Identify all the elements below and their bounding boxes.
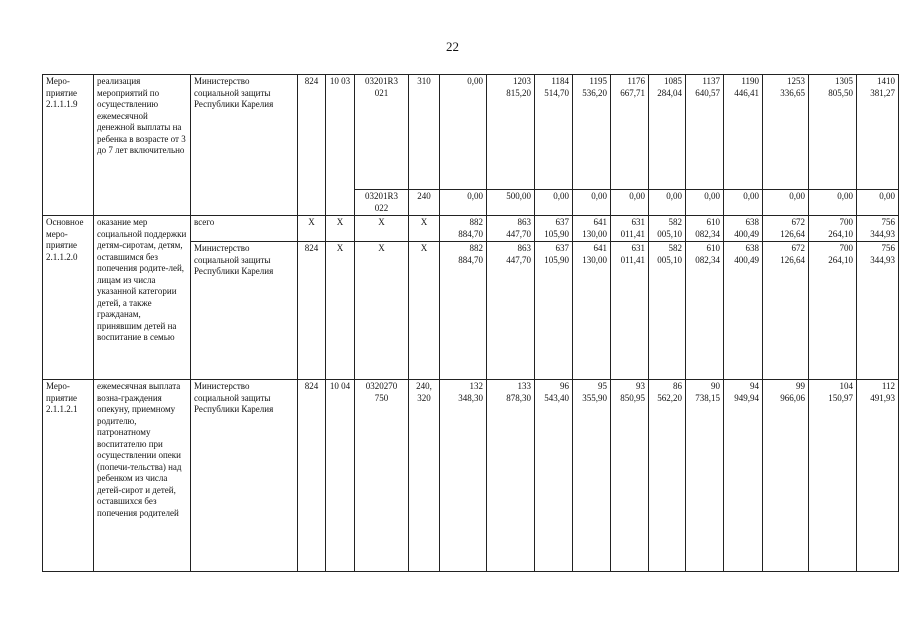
value-cell: 756 344,93 — [857, 216, 899, 242]
value-cell: 0,00 — [686, 190, 724, 216]
rzpr-cell: Х — [326, 242, 355, 380]
csr-cell: 03201R3 022 — [355, 190, 409, 216]
value-cell: 637 105,90 — [535, 216, 573, 242]
value-cell: 1253 336,65 — [763, 75, 809, 190]
value-cell: 638 400,49 — [724, 242, 763, 380]
value-cell: 638 400,49 — [724, 216, 763, 242]
value-cell: 1195 536,20 — [573, 75, 611, 190]
description-cell: оказание мер социальной поддержки детям-сиротам, детям, оставшимся без попечения родите-лей, лицам из числа указанной категории детей, а также гражданам, принявшим детей на воспитание в семью — [94, 216, 191, 380]
value-cell: 104 150,97 — [809, 380, 857, 572]
value-cell: 610 082,34 — [686, 242, 724, 380]
value-cell: 0,00 — [857, 190, 899, 216]
executor-cell: Министерство социальной защиты Республики Карелия — [191, 380, 298, 572]
value-cell: 582 005,10 — [649, 216, 686, 242]
value-cell: 1190 446,41 — [724, 75, 763, 190]
value-cell: 637 105,90 — [535, 242, 573, 380]
vr-cell: Х — [409, 242, 440, 380]
value-cell: 0,00 — [809, 190, 857, 216]
value-cell: 1203 815,20 — [487, 75, 535, 190]
value-cell: 1085 284,04 — [649, 75, 686, 190]
value-cell: 1305 805,50 — [809, 75, 857, 190]
value-cell: 756 344,93 — [857, 242, 899, 380]
value-cell: 672 126,64 — [763, 216, 809, 242]
executor-cell: Министерство социальной защиты Республики Карелия — [191, 242, 298, 380]
value-cell: 0,00 — [440, 190, 487, 216]
value-cell: 0,00 — [649, 190, 686, 216]
rzpr-cell: 10 03 — [326, 75, 355, 216]
value-cell: 132 348,30 — [440, 380, 487, 572]
budget-table — [42, 74, 899, 572]
table-row — [43, 216, 899, 242]
measure-cell: Меро- приятие 2.1.1.1.9 — [43, 75, 94, 216]
executor-cell: всего — [191, 216, 298, 242]
csr-cell: Х — [355, 242, 409, 380]
value-cell: 93 850,95 — [611, 380, 649, 572]
vr-cell: Х — [409, 216, 440, 242]
value-cell: 863 447,70 — [487, 216, 535, 242]
measure-cell: Меро- приятие 2.1.1.2.1 — [43, 380, 94, 572]
value-cell: 112 491,93 — [857, 380, 899, 572]
value-cell: 500,00 — [487, 190, 535, 216]
table-row — [43, 75, 899, 190]
value-cell: 610 082,34 — [686, 216, 724, 242]
rzpr-cell: Х — [326, 216, 355, 242]
value-cell: 0,00 — [535, 190, 573, 216]
description-cell: реализация мероприятий по осуществлению ежемесячной денежной выплаты на ребенка в возрасте от 3 до 7 лет включительно — [94, 75, 191, 216]
vr-cell: 240, 320 — [409, 380, 440, 572]
csr-cell: Х — [355, 216, 409, 242]
grbs-cell: Х — [298, 216, 326, 242]
grbs-cell: 824 — [298, 380, 326, 572]
value-cell: 0,00 — [440, 75, 487, 190]
value-cell: 0,00 — [763, 190, 809, 216]
value-cell: 96 543,40 — [535, 380, 573, 572]
measure-cell: Основное меро- приятие 2.1.1.2.0 — [43, 216, 94, 380]
page-number: 22 — [446, 39, 459, 54]
csr-cell: 03201R3 021 — [355, 75, 409, 190]
value-cell: 582 005,10 — [649, 242, 686, 380]
value-cell: 94 949,94 — [724, 380, 763, 572]
value-cell: 86 562,20 — [649, 380, 686, 572]
value-cell: 882 884,70 — [440, 242, 487, 380]
value-cell: 863 447,70 — [487, 242, 535, 380]
value-cell: 0,00 — [573, 190, 611, 216]
value-cell: 1410 381,27 — [857, 75, 899, 190]
grbs-cell: 824 — [298, 75, 326, 216]
value-cell: 0,00 — [724, 190, 763, 216]
table-row — [43, 380, 899, 572]
value-cell: 641 130,00 — [573, 216, 611, 242]
rzpr-cell: 10 04 — [326, 380, 355, 572]
value-cell: 95 355,90 — [573, 380, 611, 572]
description-cell: ежемесячная выплата возна-граждения опекуну, приемному родителю, патронатному воспитателю при осуществлении опеки (попечи-тельства) над ребенком из числа детей-сирот и детей, оставшихся без попечения родителей — [94, 380, 191, 572]
value-cell: 631 011,41 — [611, 242, 649, 380]
vr-cell: 240 — [409, 190, 440, 216]
value-cell: 0,00 — [611, 190, 649, 216]
vr-cell: 310 — [409, 75, 440, 190]
value-cell: 631 011,41 — [611, 216, 649, 242]
value-cell: 700 264,10 — [809, 216, 857, 242]
value-cell: 672 126,64 — [763, 242, 809, 380]
value-cell: 1137 640,57 — [686, 75, 724, 190]
value-cell: 1176 667,71 — [611, 75, 649, 190]
value-cell: 641 130,00 — [573, 242, 611, 380]
value-cell: 700 264,10 — [809, 242, 857, 380]
executor-cell: Министерство социальной защиты Республики Карелия — [191, 75, 298, 216]
grbs-cell: 824 — [298, 242, 326, 380]
value-cell: 133 878,30 — [487, 380, 535, 572]
csr-cell: 0320270 750 — [355, 380, 409, 572]
value-cell: 99 966,06 — [763, 380, 809, 572]
value-cell: 1184 514,70 — [535, 75, 573, 190]
value-cell: 90 738,15 — [686, 380, 724, 572]
value-cell: 882 884,70 — [440, 216, 487, 242]
